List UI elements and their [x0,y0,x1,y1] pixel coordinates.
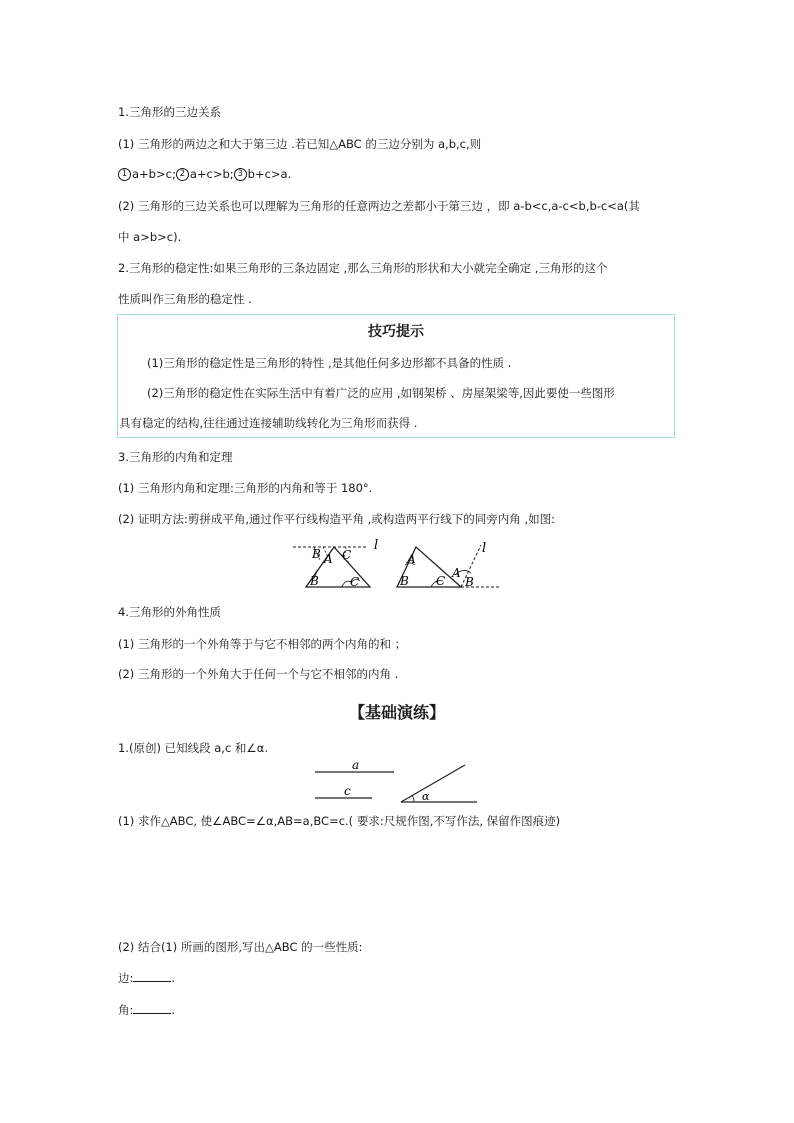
section-3-paragraph-2: (2) 证明方法:剪拼成平角,通过作平行线构造平角 ,或构造两平行线下的同旁内角 ,如图: [118,512,555,526]
label-b-left: B [400,574,409,588]
angle-label: 角: [118,1003,134,1017]
tips-line-2: (2)三角形的稳定性在实际生活中有着广泛的应用 ,如钢架桥 、房屋架梁等,因此要使一些图形 [147,386,615,400]
section-4-paragraph-2: (2) 三角形的一个外角大于任何一个与它不相邻的内角 . [118,667,399,681]
line-label-l: l [374,538,379,553]
section-3-heading: 3.三角形的内角和定理 [118,450,233,464]
label-a-right: A [452,566,461,580]
section-4-paragraph-1: (1) 三角形的一个外角等于与它不相邻的两个内角的和 ； [118,637,407,651]
circled-number-3: 3 [234,168,247,181]
tips-box [117,314,675,438]
tips-line-3: 具有稳定的结构,往往通过连接辅助线转化为三角形而获得 . [119,416,418,430]
question-1: 1.(原创) 已知线段 a,c 和∠α. [118,741,268,755]
proof-figure-2 [393,537,503,592]
proof-figure-1 [290,537,390,592]
inequality-1: a+b>c; [132,167,176,181]
section-1-heading: 1.三角形的三边关系 [118,105,221,119]
label-a: A [324,552,333,566]
circled-number-2: 2 [176,168,189,181]
segment-c-label: c [344,784,351,798]
angle-alpha-label: α [422,790,430,803]
angle-end-mark: . [171,1003,176,1017]
label-c-bottom: C [350,575,360,589]
question-1-part-2: (2) 结合(1) 所画的图形,写出△ABC 的一些性质: [118,940,363,954]
label-c: C [436,574,446,588]
section-4-heading: 4.三角形的外角性质 [118,605,221,619]
tips-title: 技巧提示 [368,324,424,340]
label-c-top: C [342,548,352,562]
section-1-paragraph-2b: 中 a>b>c). [118,230,182,244]
side-answer-line [118,970,175,986]
angle-arc [412,795,414,802]
inequality-3: b+c>a. [247,167,292,181]
section-1-paragraph-1: (1) 三角形的两边之和大于第三边 .若已知△ABC 的三边分别为 a,b,c,则 [118,137,482,151]
label-a-left: A [407,552,416,566]
section-2-line-1: 2.三角形的稳定性:如果三角形的三条边固定 ,那么三角形的形状和大小就完全确定 ,三角形的这个 [118,261,608,275]
line-label-l: l [482,541,487,556]
angle-answer-line [118,1002,175,1018]
given-elements-figure [310,758,490,808]
segment-a-label: a [352,758,360,772]
label-b-bottom: B [310,574,319,588]
label-b-right: B [465,575,474,589]
circled-number-1: 1 [118,168,131,181]
section-2-line-2: 性质叫作三角形的稳定性 . [118,292,252,306]
question-1-part-1: (1) 求作△ABC, 使∠ABC=∠α,AB=a,BC=c.( 要求:尺规作图,不写作法, 保留作图痕迹) [118,814,561,828]
tips-line-1: (1)三角形的稳定性是三角形的特性 ,是其他任何多边形都不具备的性质 . [147,356,512,370]
side-label: 边: [118,971,134,985]
angle-answer-blank[interactable] [133,1002,171,1014]
section-3-paragraph-1: (1) 三角形内角和定理:三角形的内角和等于 180°. [118,481,373,495]
circled-inequalities [118,166,291,182]
angle-ray-slanted [401,765,465,802]
practice-title: 【基础演练】 [348,703,445,722]
side-answer-blank[interactable] [133,970,171,982]
inequality-2: a+c>b; [189,167,234,181]
section-1-paragraph-2a: (2) 三角形的三边关系也可以理解为三角形的任意两边之差都小于第三边 ，即 a-b<c,a-c<b,b-c<a(其 [118,199,640,213]
label-b-top: B [312,547,321,561]
side-end-mark: . [171,971,176,985]
